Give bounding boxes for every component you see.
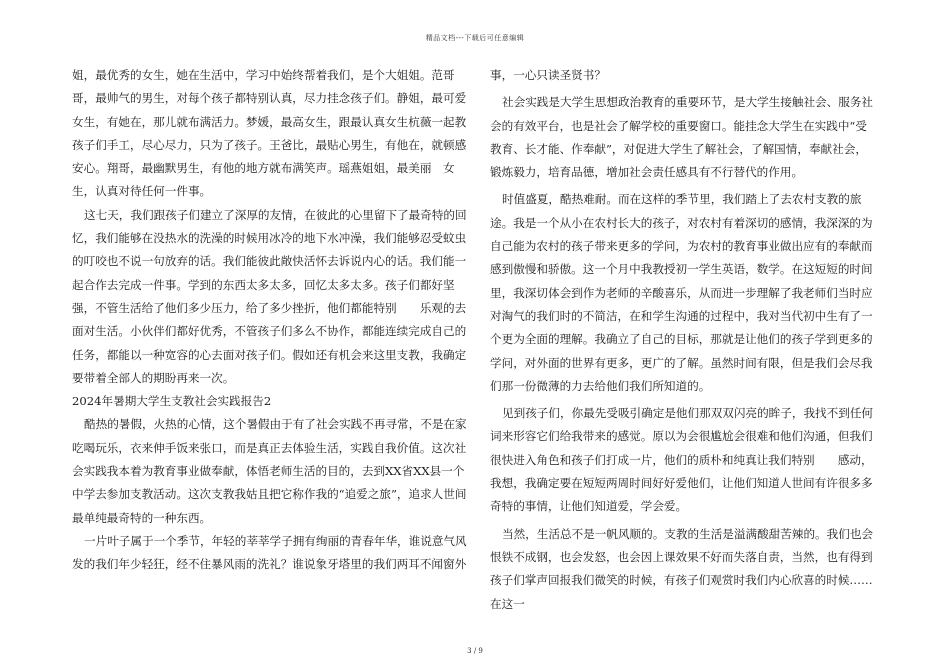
right-paragraph-5: 当然，生活总不是一帆风顺的。支教的生活是溢满酸甜苦辣的。我们也会恨铁不成钢，也会发怒，也会因上课效果不好而失落自责，当然，也有得到孩子们掌声回报我们微笑的时候，有孩子们观赏时我们内心欣喜的时候……在这一 — [490, 526, 874, 611]
right-column — [490, 64, 878, 616]
right-paragraph-3: 时值盛夏，酷热难耐。而在这样的季节里，我们踏上了去农村支教的旅途。我是一个从小在农村长大的孩子，对农村有着深切的感情，我深深的为自己能为农村的孩子带来更多的学问，为农村的教育事业做出应有的奉献而感到傲慢和骄傲。这一个月中我教授初一学生英语，数学。在这短短的时间里，我深切体会到作为老师的辛酸喜乐，从而进一步理解了我老师们当时应对淘气的我们时的不简洁，在和学生沟通的过程中，我对当代初中生有了一个更为全面的理解。我确立了自己的目标，那就是让他们的孩子学到更多的学问，对外面的世界有更多，更广的了解。虽然时间有限，但是我们会尽我们那一份微薄的力去给他们我们所知道的。 — [490, 192, 873, 393]
left-paragraph-3: 酷热的暑假，火热的心情，这个暑假由于有了社会实践不再寻常，不是在家吃喝玩乐，衣来伸手饭来张口，而是真正去体验生活，实践自我价值。这次社会实践我本着为教育事业做奉献，体悟老师生活的目的，去到XX省XX县一个中学去参加支教活动。这次支教我姑且把它称作我的“追爱之旅”，追求人世间最单纯最奇特的一种东西。 — [72, 417, 467, 525]
section-heading: 2024年暑期大学生支教社会实践报告2 — [72, 394, 272, 409]
right-paragraph-4: 见到孩子们，你最先受吸引确定是他们那双双闪亮的眸子，我找不到任何词来形容它们给我带来的感觉。原以为会很尴尬会很难和他们沟通，但我们很快进入角色和孩子们打成一片，他们的质朴和纯真让我们特别 感动，我想，我确定要在短短两周时间好好爱他们，让他们知道人世间有许很多多奇特的事情，让他们知道爱，学会爱。 — [490, 406, 874, 514]
right-paragraph-2: 社会实践是大学生思想政治教育的重要环节，是大学生接触社会、服务社会的有效平台，也是社会了解学校的重要窗口。能挂念大学生在实践中“受教育、长才能、作奉献”，对促进大学生了解社会，了解国情，奉献社会，锻炼毅力，培育品德，增加社会责任感具有不行替代的作用。 — [490, 95, 874, 180]
left-paragraph-2: 这七天，我们跟孩子们建立了深厚的友情，在彼此的心里留下了最奇特的回忆，我们能够在没热水的洗澡的时候用冰冷的地下水冲澡，我们能够忍受蚊虫的叮咬也不说一句放弃的话。我们能彼此敞快活怀去诉说内心的话。我们能一起合作去完成一件事。学到的东西太多太多，回忆太多太多。孩子们都好坚强，不管生活给了他们多少压力，给了多少挫折，他们都能特别 乐观的去面对生活。小伙伴们都好优秀，不管孩子们多么不协作，都能连续完成自己的任务，都能以一种宽容的心去面对孩子们。假如还有机会来这里支教，我确定要带着全部人的期盼再来一次。 — [72, 207, 467, 385]
left-paragraph-1: 姐，最优秀的女生，她在生活中，学习中始终帮着我们，是个大姐姐。范哥哥，最帅气的男生，对每个孩子都特别认真，尽力挂念孩子们。静姐，最可爱女生，有她在，那儿就布满活力。梦媛，最高女生，跟最认真女生杭薇一起教孩子们手工，尽心尽力，只为了孩子。王爸比，最贴心男生，有他在，就顿感安心。翔哥，最幽默男生，有他的地方就布满笑声。瑶燕姐姐，最美丽 女生，认真对待任何一件事。 — [72, 68, 467, 199]
page-header: 精品文档---下载后可任意编辑 — [425, 34, 525, 42]
right-paragraph-1: 事，一心只读圣贤书？ — [490, 68, 606, 82]
left-column — [72, 64, 470, 577]
left-paragraph-4: 一片叶子属于一个季节，年轻的莘莘学子拥有绚丽的青春年华，谁说意气风发的我们年少轻狂，经不住暴风雨的洗礼？谁说象牙塔里的我们两耳不闻窗外 — [72, 533, 467, 572]
page-number: 3 / 9 — [467, 647, 483, 655]
